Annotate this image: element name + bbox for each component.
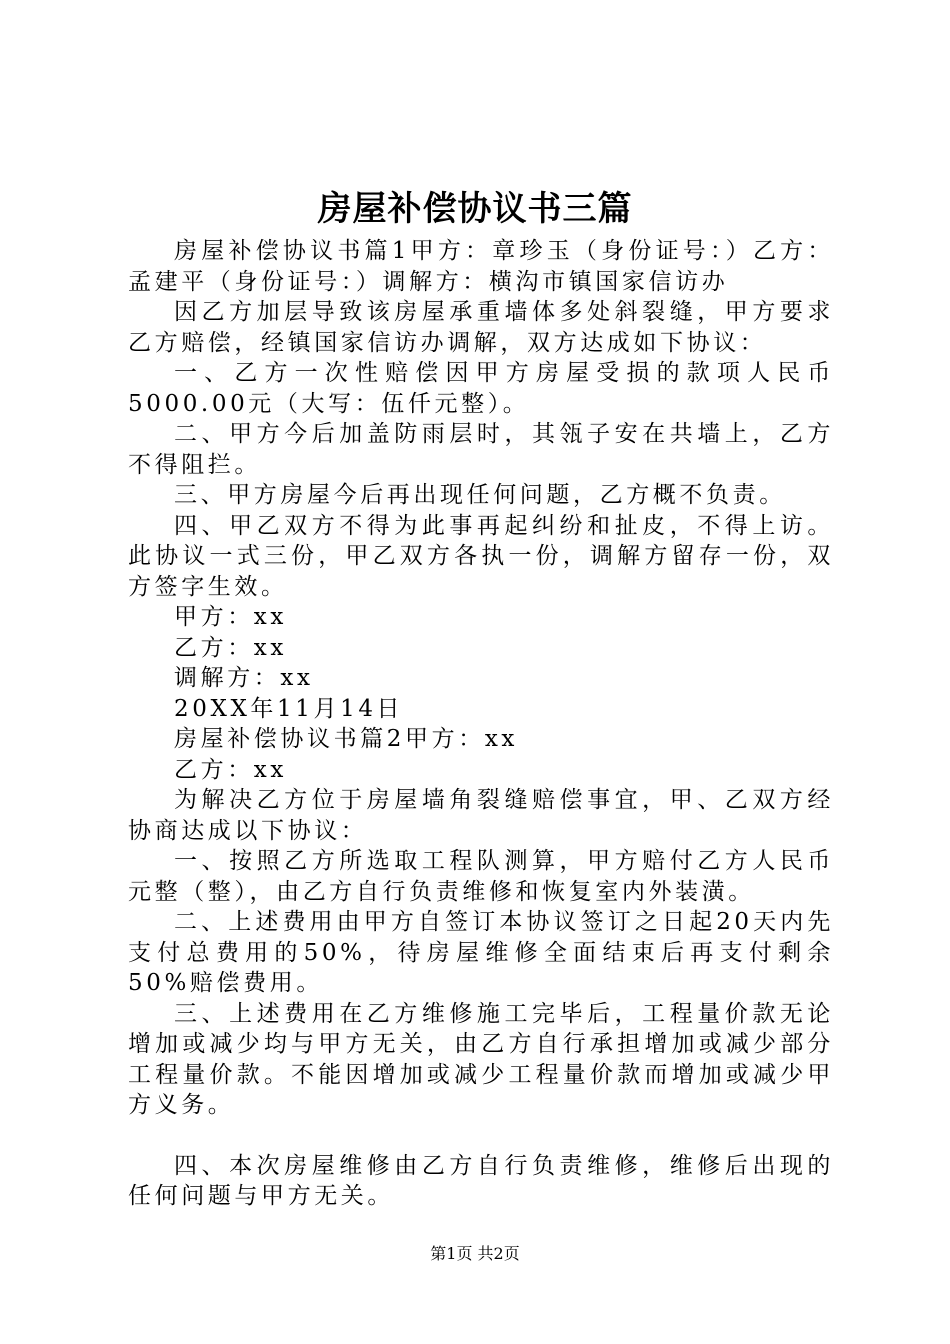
signature-mediator-1: 调解方：xx <box>174 665 314 691</box>
paragraph-header-1: 房屋补偿协议书篇1甲方：章珍玉（身份证号：）乙方：孟建平（身份证号：）调解方：横沟市镇国家信访办 <box>128 238 834 295</box>
paragraph-clause-2-3: 三、上述费用在乙方维修施工完毕后，工程量价款无论增加或减少均与甲方无关，由乙方自行承担增加或减少部分工程量价款。不能因增加或减少工程量价款而增加或减少甲方义务。 <box>128 1000 834 1118</box>
paragraph-clause-1-1: 一、乙方一次性赔偿因甲方房屋受损的款项人民币5000.00元（大写：伍仟元整）。 <box>128 360 834 417</box>
signature-party-a-1: 甲方：xx <box>174 604 287 630</box>
paragraph-clause-1-2: 二、甲方今后加盖防雨层时，其瓴子安在共墙上，乙方不得阻拦。 <box>128 421 834 478</box>
document-body <box>128 236 834 1212</box>
signature-party-b-1: 乙方：xx <box>174 634 287 661</box>
paragraph-clause-2-2: 二、上述费用由甲方自签订本协议签订之日起20天内先支付总费用的50%，待房屋维修全面结束后再支付剩余50%赔偿费用。 <box>128 909 834 996</box>
paragraph-clause-2-1: 一、按照乙方所选取工程队测算，甲方赔付乙方人民币元整（整），由乙方自行负责维修和恢复室内外装潢。 <box>128 848 834 905</box>
signature-date-1: 20XX年11月14日 <box>174 695 404 722</box>
document-title: 房屋补偿协议书三篇 <box>317 189 633 229</box>
paragraph-clause-1-3: 三、甲方房屋今后再出现任何问题，乙方概不负责。 <box>174 482 786 508</box>
paragraph-clause-1-4: 四、甲乙双方不得为此事再起纠纷和扯皮，不得上访。此协议一式三份，甲乙双方各执一份，调解方留存一份，双方签字生效。 <box>128 512 834 600</box>
paragraph-background-2: 为解决乙方位于房屋墙角裂缝赔偿事宜，甲、乙双方经协商达成以下协议： <box>128 787 834 844</box>
paragraph-background-1: 因乙方加层导致该房屋承重墙体多处斜裂缝，甲方要求乙方赔偿，经镇国家信访办调解，双方达成如下协议： <box>128 299 834 356</box>
signature-party-b-2: 乙方：xx <box>174 756 287 783</box>
paragraph-clause-2-4: 四、本次房屋维修由乙方自行负责维修，维修后出现的任何问题与甲方无关。 <box>128 1152 834 1209</box>
page-footer: 第1页 共2页 <box>430 1244 520 1263</box>
paragraph-header-2: 房屋补偿协议书篇2甲方：xx <box>174 726 518 752</box>
